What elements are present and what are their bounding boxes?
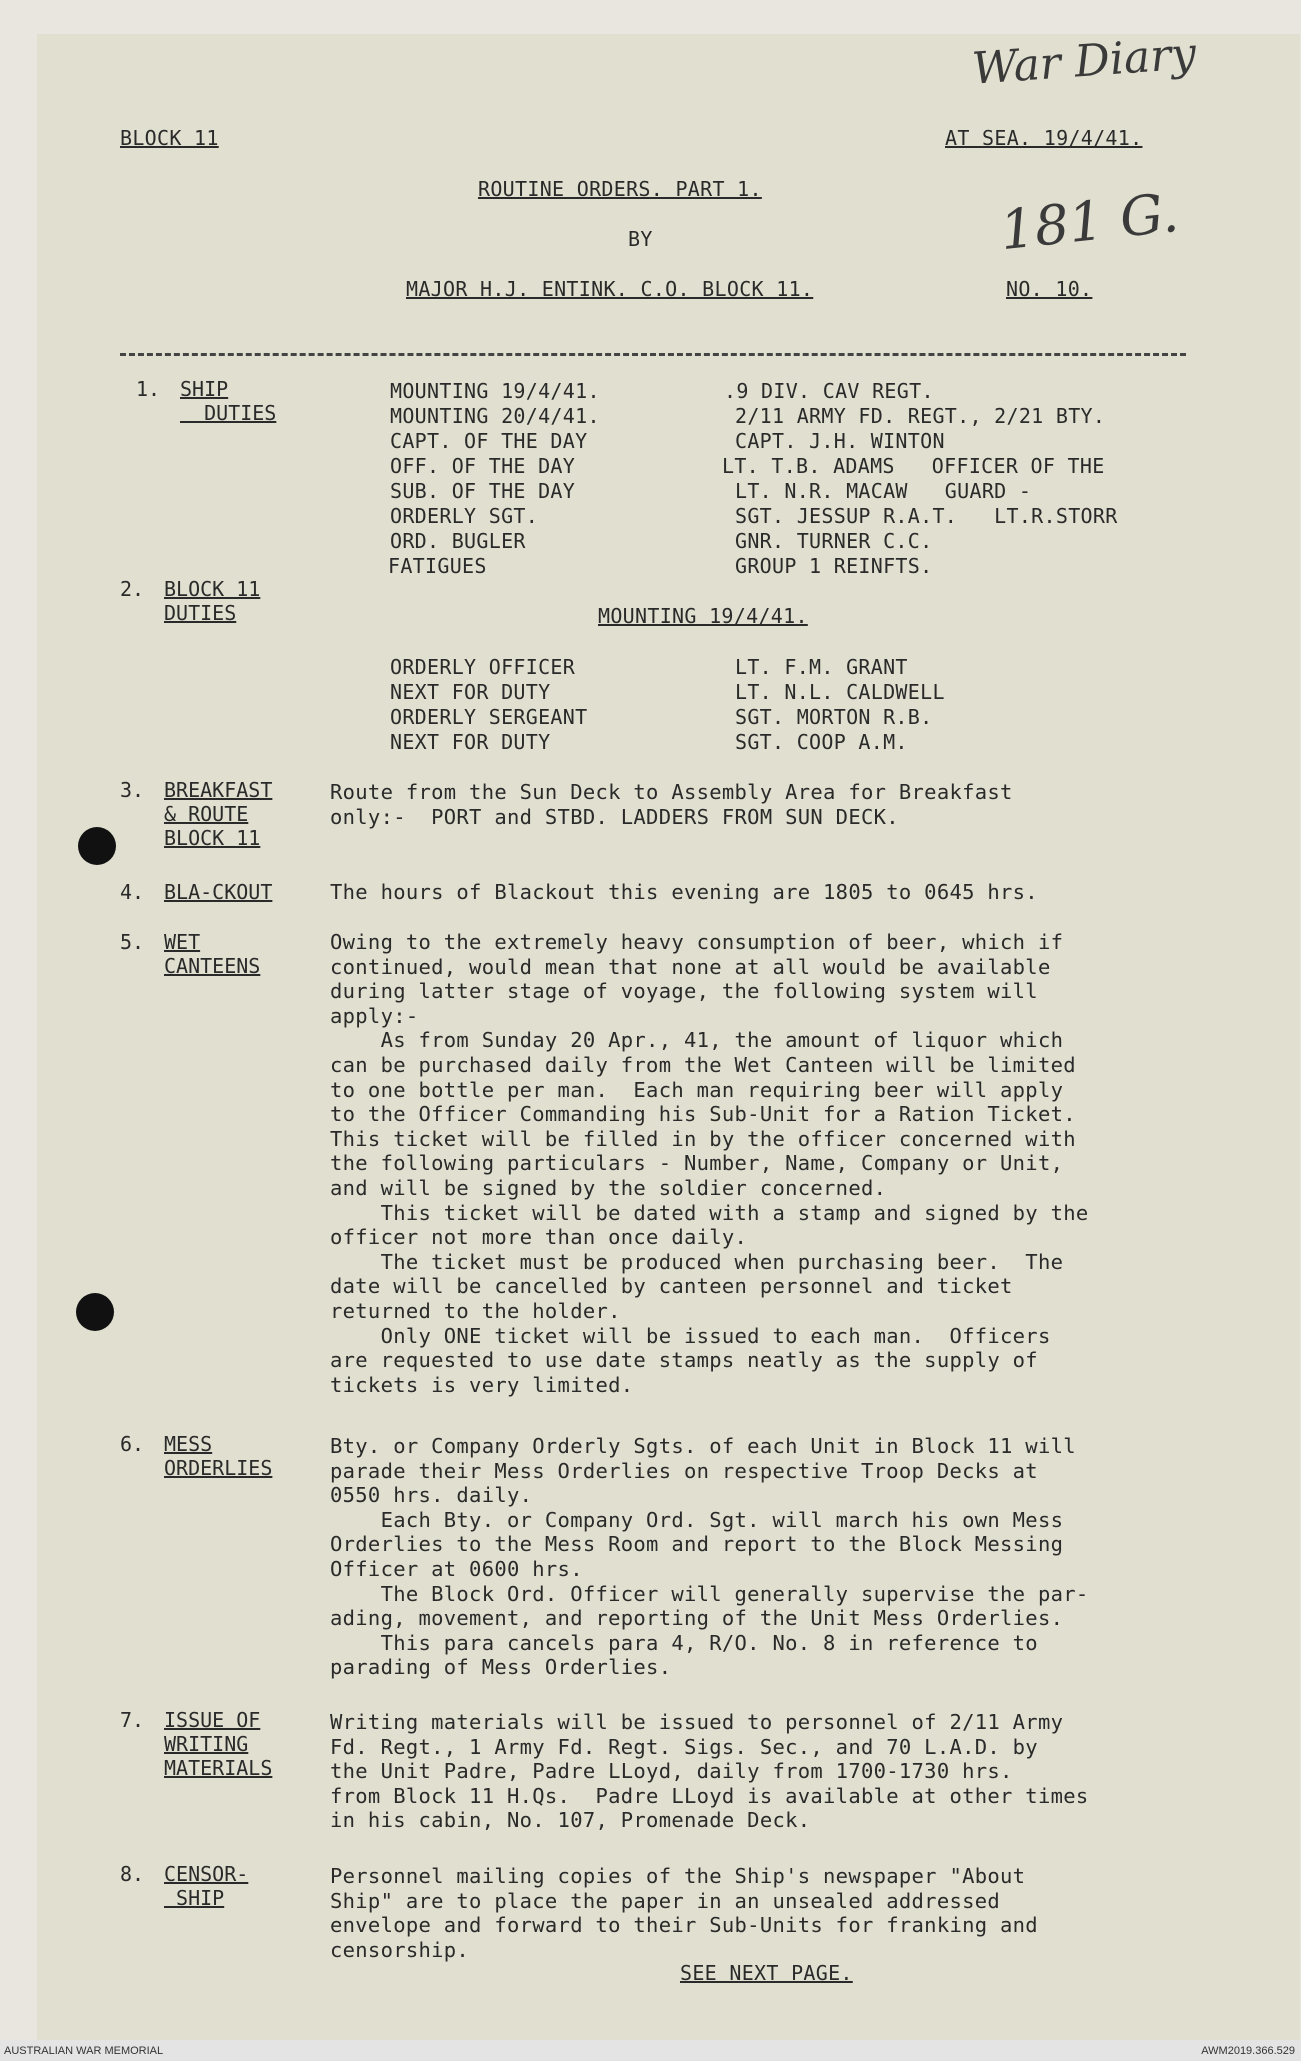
item-5-label: WET CANTEENS bbox=[164, 930, 261, 978]
item-6-label: MESS ORDERLIES bbox=[164, 1432, 273, 1480]
handwritten-folio: 181 G. bbox=[997, 180, 1182, 263]
item-2-row-3-duty: ORDERLY SERGEANT bbox=[390, 705, 588, 729]
item-7-number: 7. bbox=[120, 1708, 145, 1732]
item-7-text: Writing materials will be issued to personnel of 2/11 Army Fd. Regt., 1 Army Fd. Regt. Sigs. Sec., and 70 L.A.D. by the Unit Padre, Padre LLoyd, daily from 1700-1730 hrs. from Block 11 H.Qs. Padre LLoyd is available at other times in his cabin, No. 107, Promenade Deck. bbox=[330, 1710, 1089, 1833]
item-3-text: Route from the Sun Deck to Assembly Area for Breakfast only:- PORT and STBD. LADDERS FROM SUN DECK. bbox=[330, 780, 1013, 829]
item-1-row-3-assignee: CAPT. J.H. WINTON bbox=[735, 429, 945, 453]
item-2-row-4-assignee: SGT. COOP A.M. bbox=[735, 730, 908, 754]
item-2-row-2-duty: NEXT FOR DUTY bbox=[390, 680, 551, 704]
item-8-label: CENSOR- SHIP bbox=[164, 1862, 249, 1910]
divider-line bbox=[120, 353, 1186, 356]
item-1-row-4-assignee: LT. T.B. ADAMS OFFICER OF THE bbox=[722, 454, 1105, 478]
item-4-number: 4. bbox=[120, 880, 145, 904]
item-3-number: 3. bbox=[120, 778, 145, 802]
item-1-row-5-assignee: LT. N.R. MACAW GUARD - bbox=[735, 479, 1032, 503]
item-2-row-4-duty: NEXT FOR DUTY bbox=[390, 730, 551, 754]
item-1-row-8-assignee: GROUP 1 REINFTS. bbox=[735, 554, 933, 578]
item-1-row-4-duty: OFF. OF THE DAY bbox=[390, 454, 576, 478]
footer-institution: AUSTRALIAN WAR MEMORIAL bbox=[4, 2045, 164, 2057]
item-1-row-6-duty: ORDERLY SGT. bbox=[390, 504, 539, 528]
punch-hole-bottom bbox=[76, 1293, 114, 1331]
item-1-row-6-assignee: SGT. JESSUP R.A.T. LT.R.STORR bbox=[735, 504, 1118, 528]
footer-reference: AWM2019.366.529 bbox=[1201, 2045, 1295, 2057]
item-2-row-1-assignee: LT. F.M. GRANT bbox=[735, 655, 908, 679]
item-1-row-2-duty: MOUNTING 20/4/41. bbox=[390, 404, 600, 428]
archive-footer bbox=[0, 2040, 1301, 2061]
item-1-row-8-duty: FATIGUES bbox=[388, 554, 487, 578]
item-2-number: 2. bbox=[120, 577, 145, 601]
item-8-text: Personnel mailing copies of the Ship's newspaper "About Ship" are to place the paper in an unsealed addressed envelope and forward to their Sub-Units for franking and censorship. bbox=[330, 1864, 1038, 1962]
item-2-row-1-duty: ORDERLY OFFICER bbox=[390, 655, 576, 679]
see-next-page: SEE NEXT PAGE. bbox=[680, 1961, 853, 1985]
item-6-number: 6. bbox=[120, 1432, 145, 1456]
by-line: BY bbox=[628, 227, 653, 251]
item-1-label: SHIP DUTIES bbox=[180, 377, 277, 425]
item-2-row-3-assignee: SGT. MORTON R.B. bbox=[735, 705, 933, 729]
item-5-number: 5. bbox=[120, 930, 145, 954]
item-5-text: Owing to the extremely heavy consumption of beer, which if continued, would mean that none at all would be available during latter stage of voyage, the following system will apply:- As from Sunday 20 Apr., 41, the amount of liquor which can be purchased daily from the Wet Canteen will be limited to one bottle per man. Each man requiring beer will apply to the Officer Commanding his Sub-Unit for a Ration Ticket. This ticket will be filled in by the officer concerned with the following particulars - Number, Name, Company or Unit, and will be signed by the soldier concerned. This ticket will be dated with a stamp and signed by the officer not more than once daily. The ticket must be produced when purchasing beer. The date will be cancelled by canteen personnel and ticket returned to the holder. Only ONE ticket will be issued to each man. Officers are requested to use date stamps neatly as the supply of tickets is very limited. bbox=[330, 930, 1089, 1397]
order-number: NO. 10. bbox=[1006, 277, 1093, 301]
item-7-label: ISSUE OF WRITING MATERIALS bbox=[164, 1708, 273, 1780]
item-6-text: Bty. or Company Orderly Sgts. of each Unit in Block 11 will parade their Mess Orderlies on respective Troop Decks at 0550 hrs. daily. Each Bty. or Company Ord. Sgt. will march his own Mess Orderlies to the Mess Room and report to the Block Messing Officer at 0600 hrs. The Block Ord. Officer will generally supervise the par- ading, movement, and reporting of the Unit Mess Orderlies. This para cancels para 4, R/O. No. 8 in reference to parading of Mess Orderlies. bbox=[330, 1434, 1089, 1680]
punch-hole-top bbox=[78, 827, 116, 865]
document-date: AT SEA. 19/4/41. bbox=[945, 126, 1143, 150]
item-4-text: The hours of Blackout this evening are 1805 to 0645 hrs. bbox=[330, 880, 1038, 904]
item-8-number: 8. bbox=[120, 1862, 145, 1886]
item-1-row-7-assignee: GNR. TURNER C.C. bbox=[735, 529, 933, 553]
item-2-subheading: MOUNTING 19/4/41. bbox=[598, 604, 808, 628]
item-1-row-3-duty: CAPT. OF THE DAY bbox=[390, 429, 588, 453]
item-2-row-2-assignee: LT. N.L. CALDWELL bbox=[735, 680, 945, 704]
issuer-line: MAJOR H.J. ENTINK. C.O. BLOCK 11. bbox=[406, 277, 814, 301]
item-1-row-5-duty: SUB. OF THE DAY bbox=[390, 479, 576, 503]
document-title: ROUTINE ORDERS. PART 1. bbox=[478, 177, 762, 201]
item-4-label: BLA-CKOUT bbox=[164, 880, 273, 904]
item-1-row-7-duty: ORD. BUGLER bbox=[390, 529, 526, 553]
block-heading: BLOCK 11 bbox=[120, 126, 219, 150]
item-1-number: 1. bbox=[136, 377, 161, 401]
item-1-row-1-duty: MOUNTING 19/4/41. bbox=[390, 379, 600, 403]
item-1-row-2-assignee: 2/11 ARMY FD. REGT., 2/21 BTY. bbox=[735, 404, 1106, 428]
item-1-row-1-assignee: .9 DIV. CAV REGT. bbox=[724, 379, 934, 403]
item-3-label: BREAKFAST & ROUTE BLOCK 11 bbox=[164, 778, 273, 850]
item-2-label: BLOCK 11 DUTIES bbox=[164, 577, 261, 625]
handwritten-war-diary: War Diary bbox=[970, 28, 1198, 95]
